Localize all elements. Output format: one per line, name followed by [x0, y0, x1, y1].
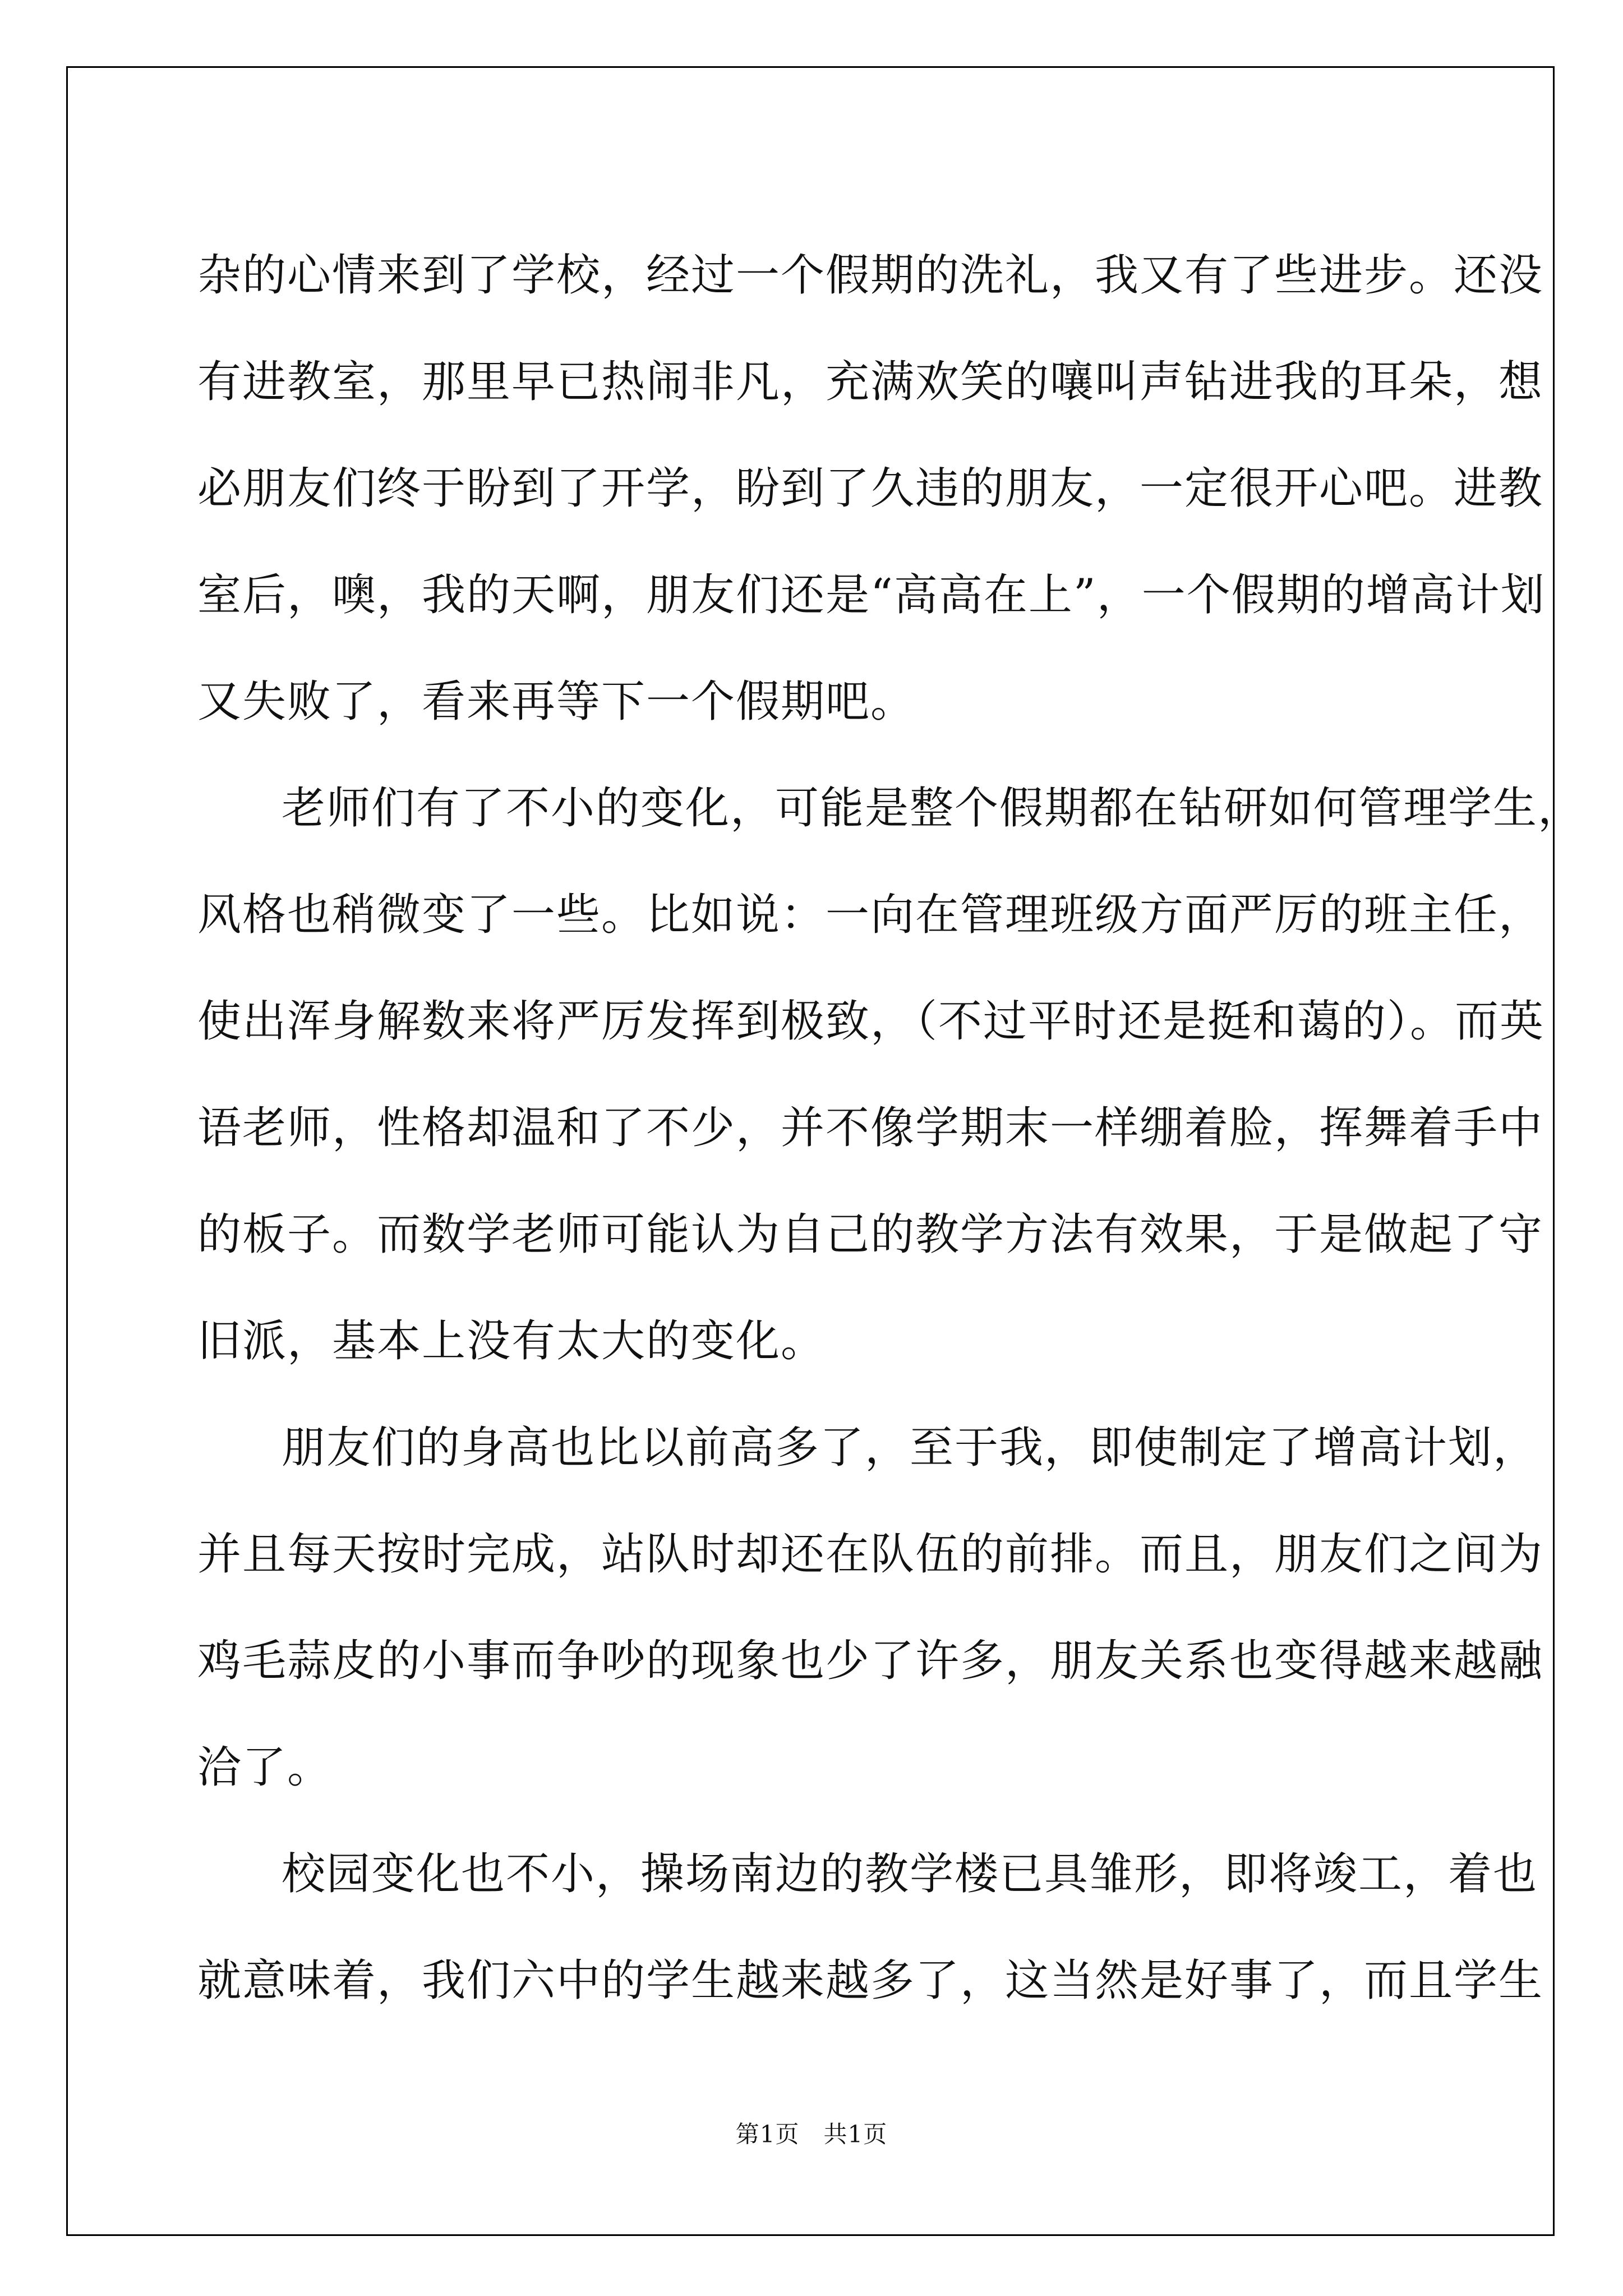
paragraph [197, 755, 1583, 1395]
text-line: 杂的心情来到了学校，经过一个假期的洗礼，我又有了些进步。还没 [197, 250, 1544, 301]
text-line: 必朋友们终于盼到了开学，盼到了久违的朋友，一定很开心吧。进教 [197, 463, 1544, 514]
text-line: 老师们有了不小的变化，可能是整个假期都在钻研如何管理学生， [282, 783, 1583, 834]
page-footer: 第1页 共1页 [735, 2120, 888, 2148]
text-line: 使出浑身解数来将严厉发挥到极致，（不过平时还是挺和蔼的）。而英 [197, 996, 1545, 1047]
text-line: 洽了。 [197, 1742, 333, 1793]
text-line: 的板子。而数学老师可能认为自己的教学方法有效果，于是做起了守 [197, 1209, 1544, 1260]
text-line: 鸡毛蒜皮的小事而争吵的现象也少了许多，朋友关系也变得越来越融 [197, 1636, 1544, 1686]
text-line: 室后，噢，我的天啊，朋友们还是“高高在上”，一个假期的增高计划 [197, 570, 1546, 620]
text-line: 又失败了，看来再等下一个假期吧。 [197, 677, 916, 727]
text-line: 风格也稍微变了一些。比如说：一向在管理班级方面严厉的班主任， [197, 890, 1544, 940]
text-line: 校园变化也不小，操场南边的教学楼已具雏形，即将竣工，着也 [282, 1849, 1538, 1899]
paragraph [197, 1821, 1544, 2034]
text-line: 朋友们的身高也比以前高多了，至于我，即使制定了增高计划， [282, 1423, 1538, 1473]
paragraph [197, 222, 1546, 755]
text-line: 语老师，性格却温和了不少，并不像学期末一样绷着脸，挥舞着手中 [197, 1103, 1544, 1153]
paragraph [197, 1395, 1544, 1821]
text-line: 就意味着，我们六中的学生越来越多了，这当然是好事了，而且学生 [197, 1955, 1544, 2006]
text-line: 有进教室，那里早已热闹非凡，充满欢笑的嚷叫声钻进我的耳朵，想 [197, 357, 1544, 407]
document-body [197, 222, 1583, 2034]
text-line: 并且每天按时完成，站队时却还在队伍的前排。而且，朋友们之间为 [197, 1529, 1544, 1580]
text-line: 旧派，基本上没有太大的变化。 [197, 1316, 826, 1366]
